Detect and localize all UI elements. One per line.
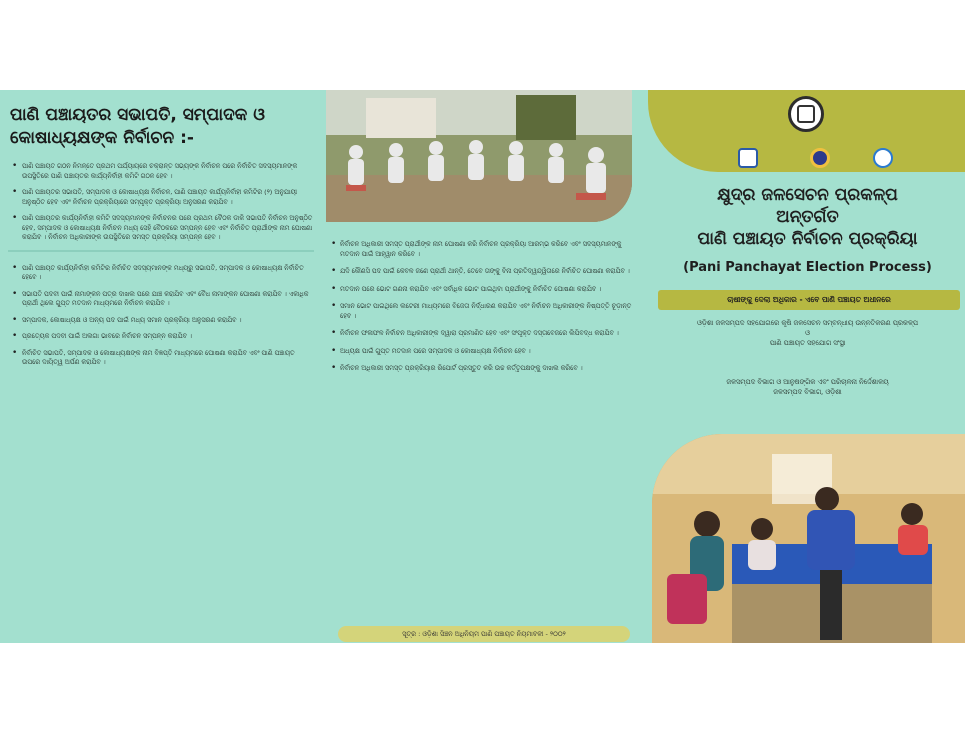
page-title <box>654 184 961 250</box>
election-photo-illustration <box>652 434 965 643</box>
left-panel-title: ପାଣି ପଞ୍ଚାୟତର ସଭାପତି, ସମ୍ପାଦକ ଓ କୋଷାଧ୍ୟକ୍ଷଙ୍କ ନିର୍ବାଚନ :- <box>10 105 265 148</box>
election-photo <box>652 434 965 643</box>
list-item: • ନିର୍ବାଚନ ଫଳାଫଳ ନିର୍ବାଚନ ଅଧିକାରୀଙ୍କ ଦ୍ୱାରା ପ୍ରମାଣିତ ହେବ ଏବଂ ସଂପୃକ୍ତ ଦସ୍ତାବେଜରେ ଲିପିବଦ୍ଧ କରାଯିବ । <box>328 329 638 339</box>
title-line-2: ଅନ୍ତର୍ଗତ <box>776 207 839 227</box>
department-block-1 <box>654 318 961 348</box>
water-drop-logo-icon <box>738 148 758 168</box>
list-item: • ନିର୍ବାଚିତ ସଭାପତି, ସମ୍ପାଦକ ଓ କୋଷାଧ୍ୟକ୍ଷଙ୍କ ନାମ ବିଜ୍ଞପ୍ତି ମାଧ୍ୟମରେ ଘୋଷଣା କରାଯିବ ଏବଂ ପାଣି ପଞ୍ଚାୟତ ଉପରେ ଦାୟିତ୍ୱ ଅର୍ପଣ କରାଯିବ । <box>8 349 314 368</box>
middle-panel <box>322 90 644 643</box>
brochure <box>0 90 965 643</box>
list-item: • ଅଧ୍ୟକ୍ଷ ପାଇଁ ଗୁପ୍ତ ମତଦାନ ପରେ ସମ୍ପାଦକ ଓ କୋଷାଧ୍ୟକ୍ଷ ନିର୍ବାଚନ ହେବ । <box>328 347 638 357</box>
english-subtitle: (Pani Panchayat Election Process) <box>683 260 932 275</box>
list-item: • ଯଦି କୌଣସି ପଦ ପାଇଁ କେବଳ ଜଣେ ପ୍ରାର୍ଥୀ ଥାନ୍ତି, ତେବେ ତାଙ୍କୁ ବିନା ପ୍ରତିଦ୍ୱନ୍ଦ୍ୱିତାରେ ନିର୍ବାଚିତ ଘୋଷଣା କରାଯିବ । <box>328 267 638 277</box>
list-item: • ସମ୍ପାଦକ, କୋଷାଧ୍ୟକ୍ଷ ଓ ଅନ୍ୟ ପଦ ପାଇଁ ମଧ୍ୟ ସମାନ ପ୍ରକ୍ରିୟା ଅନୁସରଣ କରାଯିବ । <box>8 316 314 326</box>
source-footer: ସୂତ୍ର : ଓଡ଼ିଶା ସିଞ୍ଚନ ଅଧିନିୟମ ପାଣି ପଞ୍ଚାୟତ ନିୟମାବଳୀ - ୨୦୦୨ <box>338 626 630 642</box>
dept-line-2: ଓ <box>805 329 810 337</box>
tagline-bar: ଚାଷୀଙ୍କୁ ଦେଲା ଅଧିକାର - ଏବେ ପାଣି ପଞ୍ଚାୟତ ଅଧୀନରେ <box>658 290 960 310</box>
list-item: • ପାଣି ପଞ୍ଚାୟତ ଗଠନ ନିମନ୍ତେ ପ୍ରଥମ ପର୍ଯ୍ୟାୟରେ ଚକ୍ରାନ୍ତ ସଭ୍ୟଙ୍କ ନିର୍ବାଚନ ପରେ ନିର୍ବାଚିତ ସଦସ୍ୟମାନଙ୍କ ଉପସ୍ଥିତିରେ ପାଣି ପଞ୍ଚାୟତର କାର୍ଯ୍ୟନିର୍ବାହୀ କମିଟି ଗଠନ ହେବ । <box>8 162 314 181</box>
department-seal-icon <box>810 148 830 168</box>
title-line-1: କ୍ଷୁଦ୍ର ଜଳସେଚନ ପ୍ରକଳ୍ପ <box>717 185 898 205</box>
left-panel <box>0 90 322 643</box>
meeting-photo <box>326 90 632 222</box>
list-item: • ପାଣି ପଞ୍ଚାୟତର ସଭାପତି, ସମ୍ପାଦକ ଓ କୋଷାଧ୍ୟକ୍ଷ ନିର୍ବାଚନ, ପାଣି ପଞ୍ଚାୟତ କାର୍ଯ୍ୟନିର୍ବାହୀ କମିଟିର (୨) ଅନୁଯାୟୀ ଅନୁଷ୍ଠିତ ହେବ ଏବଂ ନିର୍ବାଚନ ପ୍ରକ୍ରିୟାରେ ସମ୍ପୃକ୍ତ ପ୍ରକ୍ରିୟା ଅନୁସରଣ କରାଯିବ । <box>8 188 314 207</box>
globe-logo-icon <box>873 148 893 168</box>
odisha-emblem-icon <box>788 96 824 132</box>
partner-logos <box>738 148 908 170</box>
left-bullet-list-b <box>8 264 314 368</box>
list-item: • ସମାନ ଭୋଟ ପାଇଥିଲେ ଲଟେରୀ ମାଧ୍ୟମରେ ବିଜେତା ନିର୍ଦ୍ଧାରଣ କରାଯିବ ଏବଂ ନିର୍ବାଚନ ଅଧିକାରୀଙ୍କ ନିଷ୍ପତ୍ତି ଚୂଡ଼ାନ୍ତ ହେବ । <box>328 302 638 321</box>
meeting-photo-illustration <box>326 90 632 222</box>
department-block-2 <box>654 377 961 397</box>
dept2-line-1: ଜଳସମ୍ପଦ ବିଭାଗ ଓ ଆନୁଷଙ୍ଗିକ ଏବଂ ପରିଚାଳନା ନିର୍ଦ୍ଦେଶାଳୟ <box>726 378 889 386</box>
dept-line-1: ଓଡ଼ିଶା ଜଳସମ୍ପଦ ସହଯୋଗରେ କୃଷି ଜଳସେଚନ ସମ୍ବନ୍ଧୀୟ ଉନ୍ନତିକରଣ ପ୍ରକଳ୍ପ <box>697 319 918 327</box>
left-bullet-list-a <box>8 162 314 243</box>
divider <box>8 250 314 252</box>
header-band <box>648 90 965 172</box>
right-panel <box>644 90 965 643</box>
list-item: • ପାଣି ପଞ୍ଚାୟତ କାର୍ଯ୍ୟନିର୍ବାହୀ କମିଟିର ନିର୍ବାଚିତ ସଦସ୍ୟମାନଙ୍କ ମଧ୍ୟରୁ ସଭାପତି, ସମ୍ପାଦକ ଓ କୋଷାଧ୍ୟକ୍ଷ ନିର୍ବାଚିତ ହେବେ । <box>8 264 314 283</box>
middle-bullet-list <box>328 240 638 382</box>
list-item: • ପ୍ରତ୍ୟେକ ପଦବୀ ପାଇଁ ଅଲଗା ଭାବରେ ନିର୍ବାଚନ ସମ୍ପନ୍ନ କରାଯିବ । <box>8 332 314 342</box>
list-item: • ସଭାପତି ପଦବୀ ପାଇଁ ନାମାଙ୍କନ ପତ୍ର ଦାଖଲ ପରେ ଯାଞ୍ଚ କରାଯିବ ଏବଂ ବୈଧ ନାମାଙ୍କନ ଘୋଷଣା କରାଯିବ । ଏକାଧିକ ପ୍ରାର୍ଥୀ ଥିଲେ ଗୁପ୍ତ ମତଦାନ ମାଧ୍ୟମରେ ନିର୍ବାଚନ କରାଯିବ । <box>8 290 314 309</box>
dept2-line-2: ଜଳସମ୍ପଦ ବିଭାଗ, ଓଡ଼ିଶା <box>773 388 842 396</box>
list-item: • ପାଣି ପଞ୍ଚାୟତର କାର୍ଯ୍ୟନିର୍ବାହୀ କମିଟି ସଦସ୍ୟମାନଙ୍କ ନିର୍ବାଚନର ପରେ ପ୍ରଥମ ବୈଠକ ଡାକି ସଭାପତି ନିର୍ବାଚନ ଅନୁଷ୍ଠିତ ହେବ, ସମ୍ପାଦକ ଓ କୋଷାଧ୍ୟକ୍ଷ ନିର୍ବାଚନ ମଧ୍ୟ ସେହି ବୈଠକରେ ସମ୍ପନ୍ନ ହେବ ଏବଂ ନିର୍ବାଚିତ ପ୍ରାର୍ଥୀଙ୍କ ନାମ ଘୋଷଣା କରାଯିବ । ନିର୍ବାଚନ ଅଧିକାରୀଙ୍କ ଉପସ୍ଥିତିରେ ସମସ୍ତ ପ୍ରକ୍ରିୟା ସମ୍ପନ୍ନ ହେବ । <box>8 214 314 243</box>
list-item: • ନିର୍ବାଚନ ଅଧିକାରୀ ସମସ୍ତ ପ୍ରାର୍ଥୀଙ୍କ ନାମ ଘୋଷଣା କରି ନିର୍ବାଚନ ପ୍ରକ୍ରିୟା ଆରମ୍ଭ କରିବେ ଏବଂ ସଦସ୍ୟମାନଙ୍କୁ ମତଦାନ ପାଇଁ ଆହ୍ୱାନ କରିବେ । <box>328 240 638 259</box>
list-item: • ମତଦାନ ପରେ ଭୋଟ ଗଣନା କରାଯିବ ଏବଂ ସର୍ବାଧିକ ଭୋଟ ପାଇଥିବା ପ୍ରାର୍ଥୀଙ୍କୁ ନିର୍ବାଚିତ ଘୋଷଣା କରାଯିବ । <box>328 285 638 295</box>
title-line-3: ପାଣି ପଞ୍ଚାୟତ ନିର୍ବାଚନ ପ୍ରକ୍ରିୟା <box>697 229 918 249</box>
dept-line-3: ପାଣି ପଞ୍ଚାୟତ ସହଯୋଗ ସଂସ୍ଥା <box>769 339 846 347</box>
list-item: • ନିର୍ବାଚନ ଅଧିକାରୀ ସମସ୍ତ ପ୍ରକ୍ରିୟାର ରିପୋର୍ଟ ପ୍ରସ୍ତୁତ କରି ଉଚ୍ଚ କର୍ତ୍ତୃପକ୍ଷଙ୍କୁ ଦାଖଲ କରିବେ । <box>328 364 638 374</box>
